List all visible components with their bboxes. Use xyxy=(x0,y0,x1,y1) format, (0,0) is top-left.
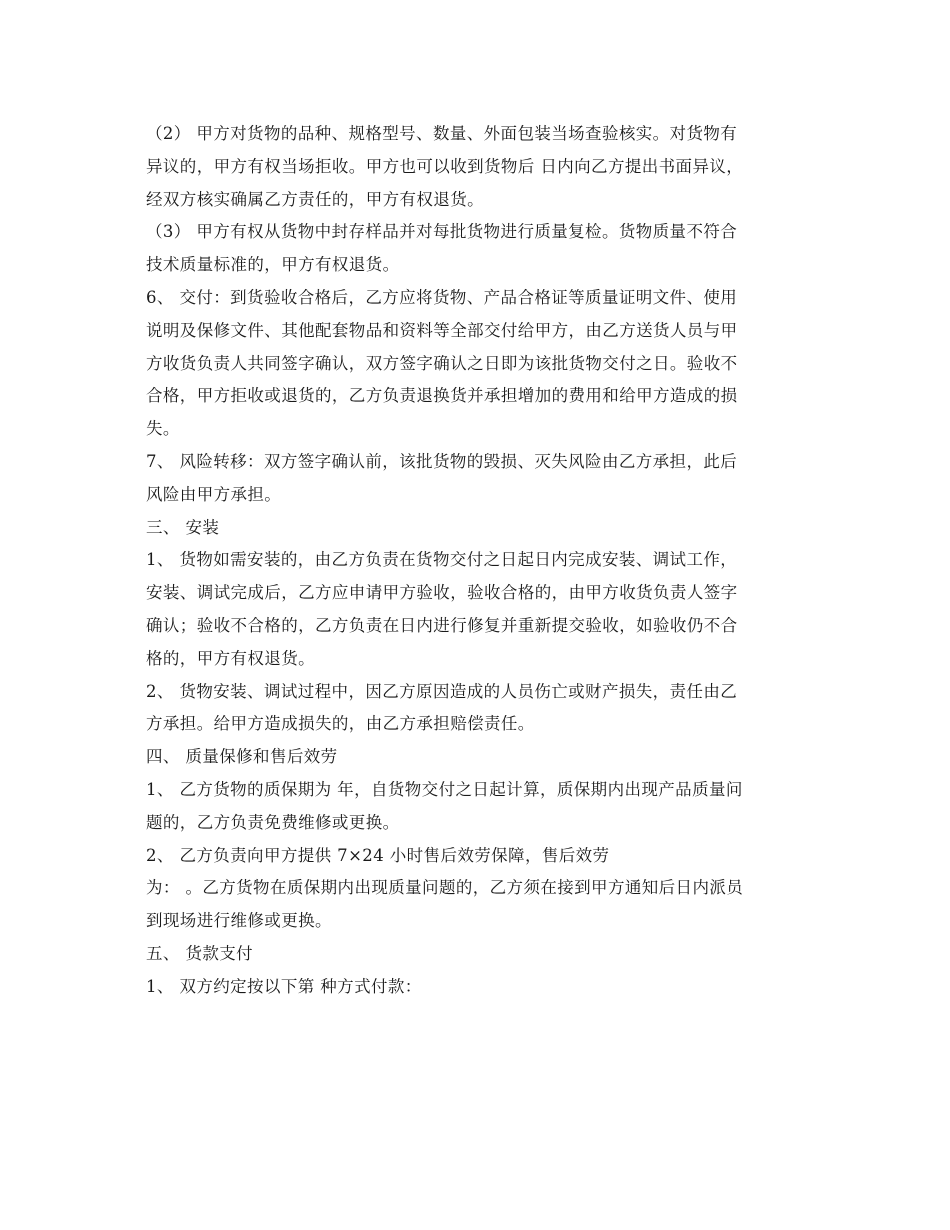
text-line: 确认；验收不合格的，乙方负责在日内进行修复并重新提交验收，如验收仍不合 xyxy=(146,615,738,635)
section-heading: 五、 货款支付 xyxy=(146,943,254,963)
text-line: 安装、调试完成后，乙方应申请甲方验收，验收合格的，由甲方收货负责人签字 xyxy=(146,583,738,603)
text-line: 技术质量标准的，甲方有权退货。 xyxy=(146,255,400,275)
document-body xyxy=(146,118,806,1004)
text-line: 2、 乙方负责向甲方提供 7×24 小时售后效劳保障，售后效劳 xyxy=(146,845,610,865)
text-line: 异议的，甲方有权当场拒收。甲方也可以收到货物后 日内向乙方提出书面异议， xyxy=(146,156,744,176)
text-line: 1、 乙方货物的质保期为 年，自货物交付之日起计算，质保期内出现产品质量问 xyxy=(146,779,743,799)
text-line: （3） 甲方有权从货物中封存样品并对每批货物进行质量复检。货物质量不符合 xyxy=(146,222,738,242)
text-line: 经双方核实确属乙方责任的，甲方有权退货。 xyxy=(146,189,484,209)
text-line: 到现场进行维修或更换。 xyxy=(146,911,332,931)
section-heading: 四、 质量保修和售后效劳 xyxy=(146,747,338,767)
text-line: 说明及保修文件、其他配套物品和资料等全部交付给甲方，由乙方送货人员与甲 xyxy=(146,320,738,340)
text-line: 风险由甲方承担。 xyxy=(146,484,282,504)
text-line: （2） 甲方对货物的品种、规格型号、数量、外面包装当场查验核实。对货物有 xyxy=(146,124,738,143)
text-line: 6、 交付：到货验收合格后，乙方应将货物、产品合格证等质量证明文件、使用 xyxy=(146,287,738,307)
text-line: 1、 双方约定按以下第 种方式付款： xyxy=(146,976,422,996)
text-line: 7、 风险转移：双方签字确认前，该批货物的毁损、灭失风险由乙方承担，此后 xyxy=(146,451,738,471)
text-line: 方收货负责人共同签字确认，双方签字确认之日即为该批货物交付之日。验收不 xyxy=(146,353,738,373)
text-line: 失。 xyxy=(146,419,180,439)
text-line: 合格，甲方拒收或退货的，乙方负责退换货并承担增加的费用和给甲方造成的损 xyxy=(146,386,738,406)
text-line: 为： 。乙方货物在质保期内出现质量问题的，乙方须在接到甲方通知后日内派员 xyxy=(146,878,744,898)
text-line: 方承担。给甲方造成损失的，由乙方承担赔偿责任。 xyxy=(146,714,535,734)
text-line: 2、 货物安装、调试过程中，因乙方原因造成的人员伤亡或财产损失，责任由乙 xyxy=(146,681,738,701)
section-heading: 三、 安装 xyxy=(146,517,220,537)
text-line: 1、 货物如需安装的，由乙方负责在货物交付之日起日内完成安装、调试工作， xyxy=(146,550,738,570)
text-line: 题的，乙方负责免费维修或更换。 xyxy=(146,812,400,832)
text-line: 格的，甲方有权退货。 xyxy=(146,648,315,668)
